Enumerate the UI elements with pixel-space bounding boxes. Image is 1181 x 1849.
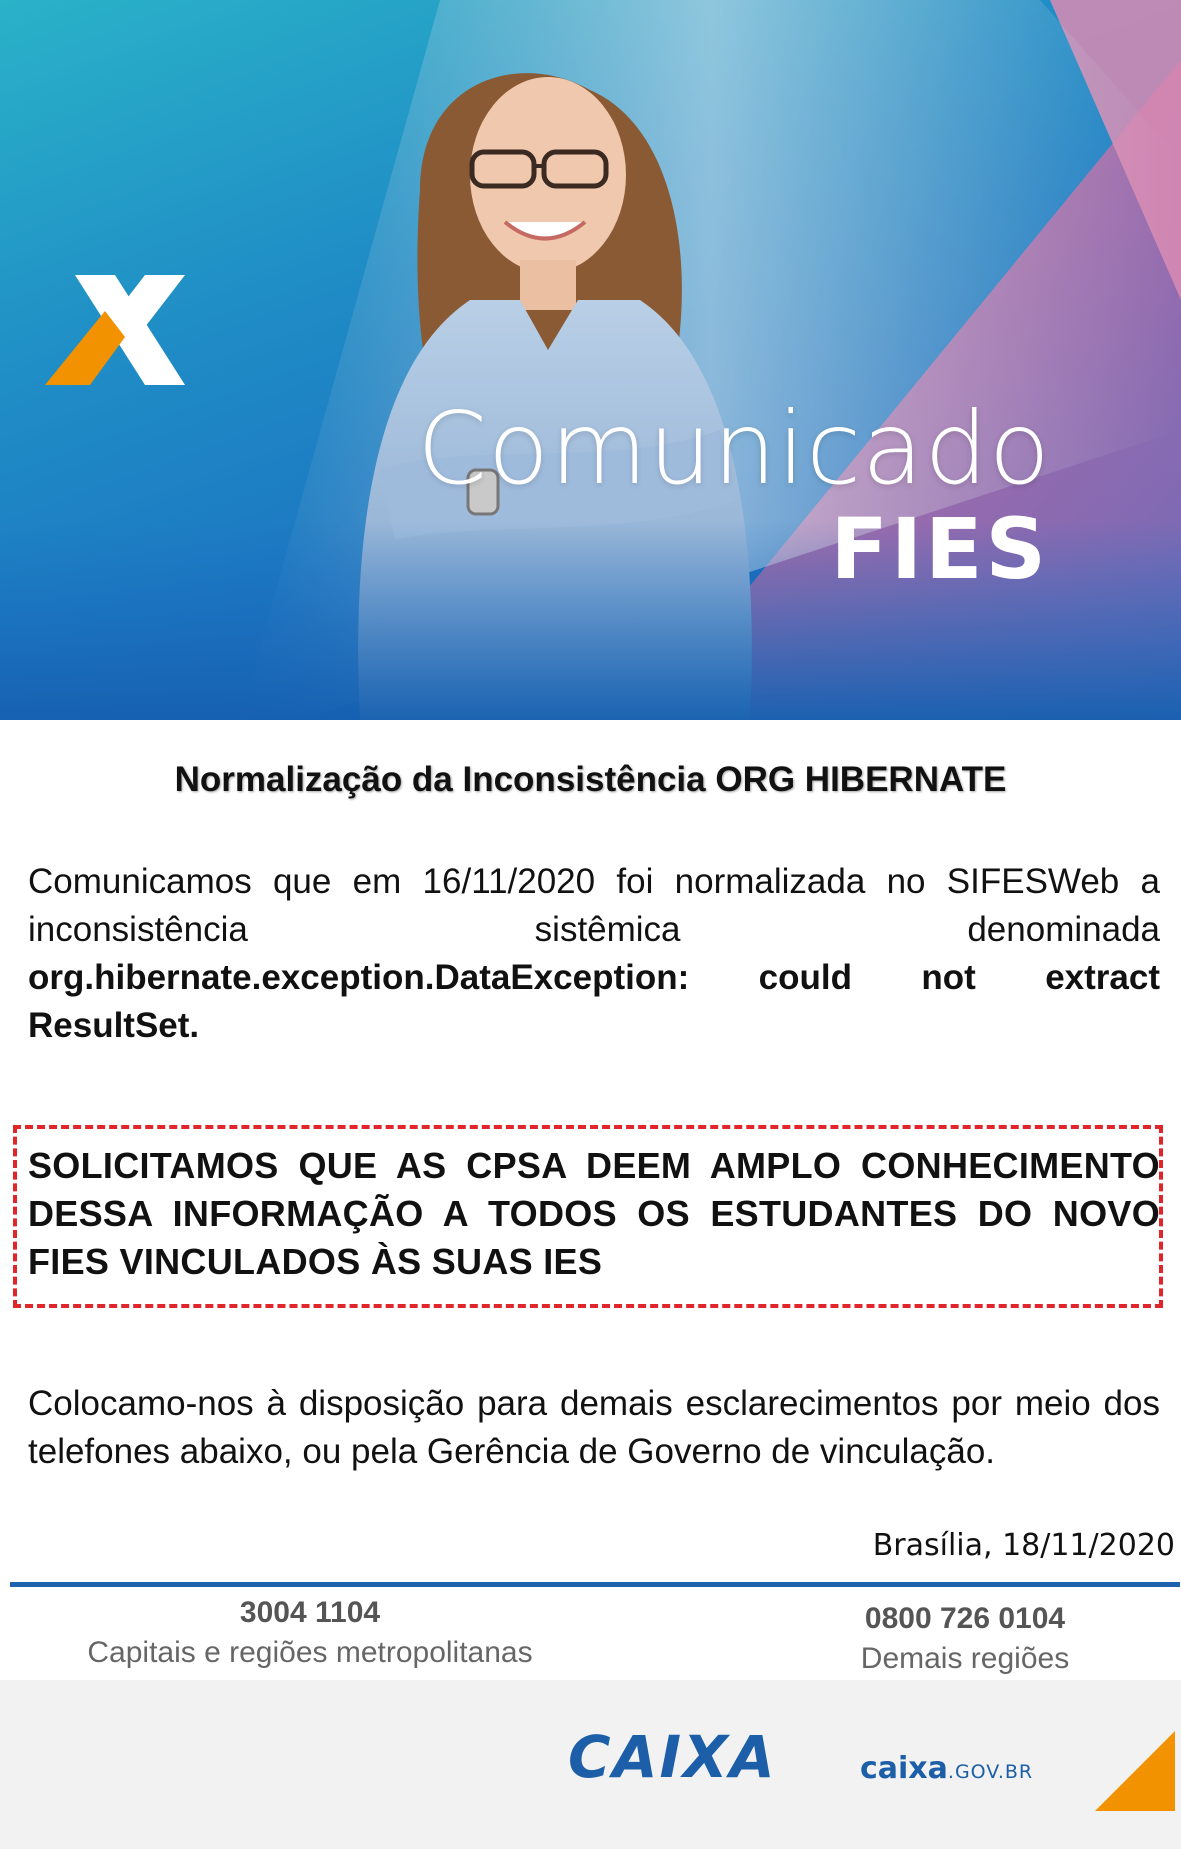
phone-number: 3004 1104 <box>239 1596 381 1629</box>
hero-banner <box>0 0 1181 720</box>
paragraph-contact: Colocamo-nos à disposição para demais esclarecimentos por meio dos telefones abaixo, ou pela Gerência de Governo de vinculação. <box>28 1384 1160 1471</box>
site-main: caixa <box>860 1751 948 1786</box>
site-suffix: .GOV.BR <box>947 1761 1034 1783</box>
phone-number: 0800 726 0104 <box>864 1602 1066 1635</box>
hero-subtitle: FIES <box>830 500 1049 598</box>
notice-text: SOLICITAMOS QUE AS CPSA DEEM AMPLO CONHECIMENTO DESSA INFORMAÇÃO A TODOS OS ESTUDANTES DO NOVO FIES VINCULADOS ÀS SUAS IES <box>28 1145 1160 1282</box>
divider <box>10 1582 1180 1587</box>
hero-title: Comunicado <box>417 390 1051 507</box>
caixa-x-icon <box>45 275 185 385</box>
caixa-website <box>860 1751 1033 1786</box>
paragraph-intro-text: Comunicamos que em 16/11/2020 foi normalizada no SIFESWeb a inconsistência sistêmica denominada <box>28 862 1160 949</box>
document-title: Normalização da Inconsistência ORG HIBERNATE <box>174 760 1007 799</box>
contact-other-regions <box>790 1602 1140 1676</box>
phone-label: Capitais e regiões metropolitanas <box>87 1636 533 1669</box>
phone-label: Demais regiões <box>860 1642 1070 1675</box>
exception-name: org.hibernate.exception.DataException: could not extract ResultSet. <box>28 958 1160 1045</box>
orange-triangle-icon <box>1095 1731 1175 1811</box>
paragraph-intro <box>28 858 1160 1050</box>
caixa-logo: CAIXA <box>568 1723 777 1791</box>
place-date: Brasília, 18/11/2020 <box>872 1528 1175 1563</box>
contact-capitals <box>40 1596 580 1670</box>
